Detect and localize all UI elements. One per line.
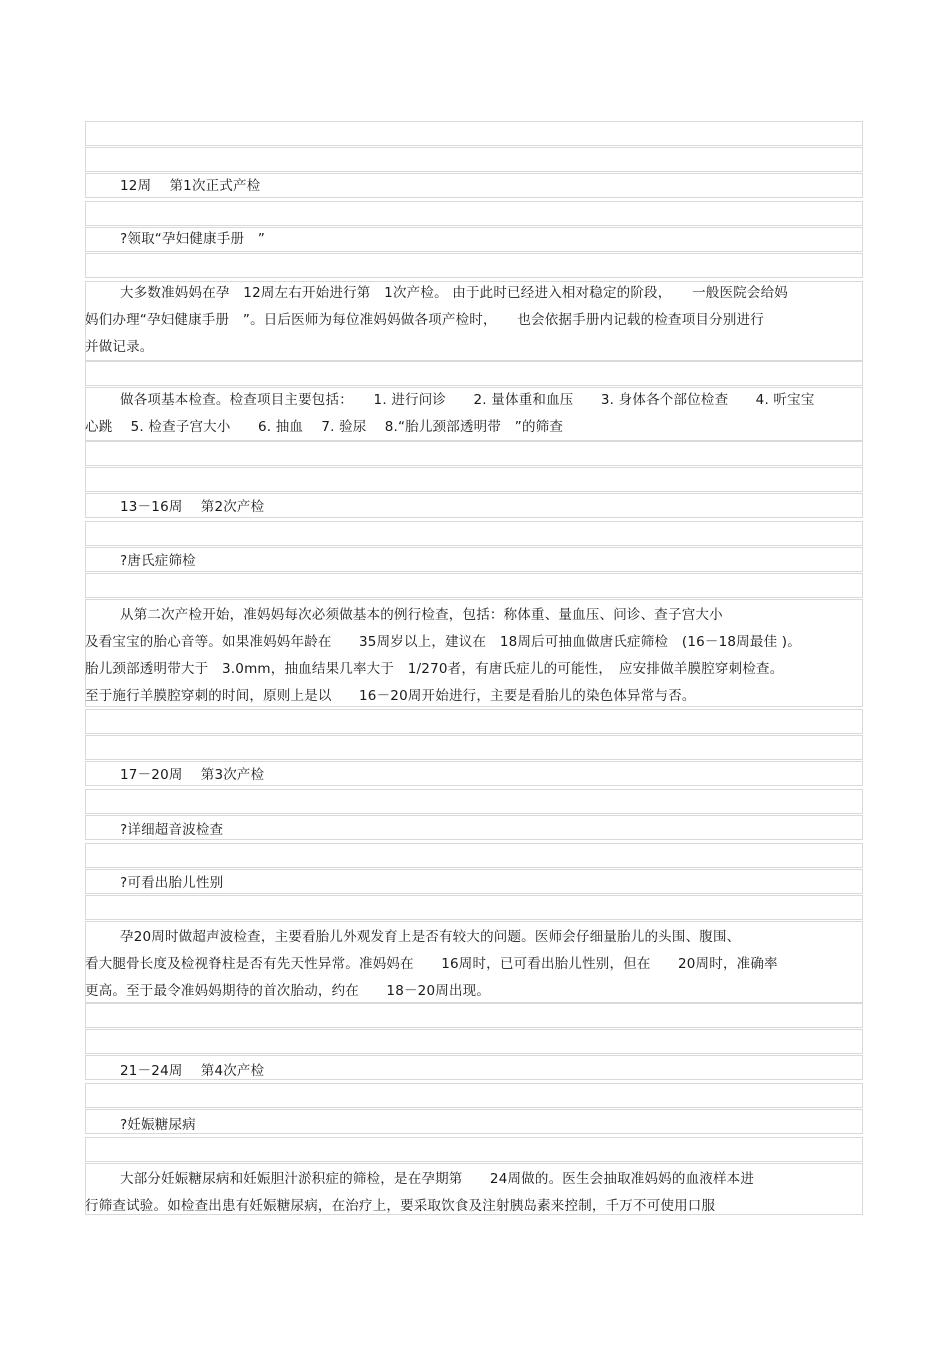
paragraph-line: 从第二次产检开始，准妈妈每次必须做基本的例行检查，包括：称体重、量血压、问诊、查子宫大小 <box>120 607 723 623</box>
section-subheading: ?可看出胎儿性别 <box>120 875 224 891</box>
table-row <box>85 1083 863 1108</box>
table-row <box>85 709 863 734</box>
table-row <box>85 253 863 278</box>
table-row <box>85 1029 863 1054</box>
paragraph-line: 并做记录。 <box>85 339 154 355</box>
paragraph-line: 看大腿骨长度及检视脊柱是否有先天性异常。准妈妈在 16周时，已可看出胎儿性别，但在 20周时，准确率 <box>85 956 778 972</box>
section-subheading: ?领取“孕妇健康手册 ” <box>120 231 266 247</box>
paragraph-line: 更高。至于最令准妈妈期待的首次胎动，约在 18－20周出现。 <box>85 983 491 999</box>
paragraph-line: 大多数准妈妈在孕 12周左右开始进行第 1次产检。 由于此时已经进入相对稳定的阶段， 一般医院会给妈 <box>120 285 789 301</box>
table-row <box>85 467 863 492</box>
table-row <box>85 441 863 466</box>
table-row <box>85 147 863 172</box>
paragraph-line: 妈们办理“孕妇健康手册 ”。日后医师为每位准妈妈做各项产检时， 也会依据手册内记载的检查项目分别进行 <box>85 312 764 328</box>
table-row <box>85 789 863 814</box>
section-subheading: ?详细超音波检查 <box>120 822 224 838</box>
paragraph-line: 大部分妊娠糖尿病和妊娠胆汁淤积症的筛检，是在孕期第 24周做的。医生会抽取准妈妈的血液样本进 <box>120 1171 755 1187</box>
section-subheading: ?唐氏症筛检 <box>120 553 196 569</box>
table-row <box>85 1137 863 1162</box>
paragraph-line: 至于施行羊膜腔穿刺的时间，原则上是以 16－20周开始进行，主要是看胎儿的染色体异常与否。 <box>85 688 696 704</box>
table-row <box>85 121 863 146</box>
paragraph-line: 孕20周时做超声波检查，主要看胎儿外观发育上是否有较大的问题。医师会仔细量胎儿的头围、腹围、 <box>120 929 741 945</box>
paragraph-line: 做各项基本检查。检查项目主要包括： 1. 进行问诊 2. 量体重和血压 3. 身体各个部位检查 4. 听宝宝 <box>120 392 815 408</box>
table-row <box>85 735 863 760</box>
paragraph-line: 心跳 5. 检查子宫大小 6. 抽血 7. 验尿 8.“胎儿颈部透明带 ”的筛查 <box>85 419 564 435</box>
section-heading: 21－24周 第4次产检 <box>120 1063 265 1079</box>
section-subheading: ?妊娠糖尿病 <box>120 1117 196 1133</box>
table-row <box>85 1003 863 1028</box>
table-row <box>85 521 863 546</box>
table-row <box>85 843 863 868</box>
table-row <box>85 361 863 386</box>
section-heading: 12周 第1次正式产检 <box>120 178 261 194</box>
table-row <box>85 201 863 226</box>
paragraph-line: 胎儿颈部透明带大于 3.0mm，抽血结果几率大于 1/270者，有唐氏症儿的可能性， 应安排做羊膜腔穿刺检查。 <box>85 661 784 677</box>
table-row <box>85 895 863 920</box>
paragraph-line: 及看宝宝的胎心音等。如果准妈妈年龄在 35周岁以上，建议在 18周后可抽血做唐氏症筛检 (16－18周最佳 )。 <box>85 634 801 650</box>
section-heading: 13－16周 第2次产检 <box>120 499 265 515</box>
table-row <box>85 573 863 598</box>
section-heading: 17－20周 第3次产检 <box>120 767 265 783</box>
paragraph-line: 行筛查试验。如检查出患有妊娠糖尿病，在治疗上，要采取饮食及注射胰岛素来控制，千万不可使用口服 <box>85 1198 716 1214</box>
